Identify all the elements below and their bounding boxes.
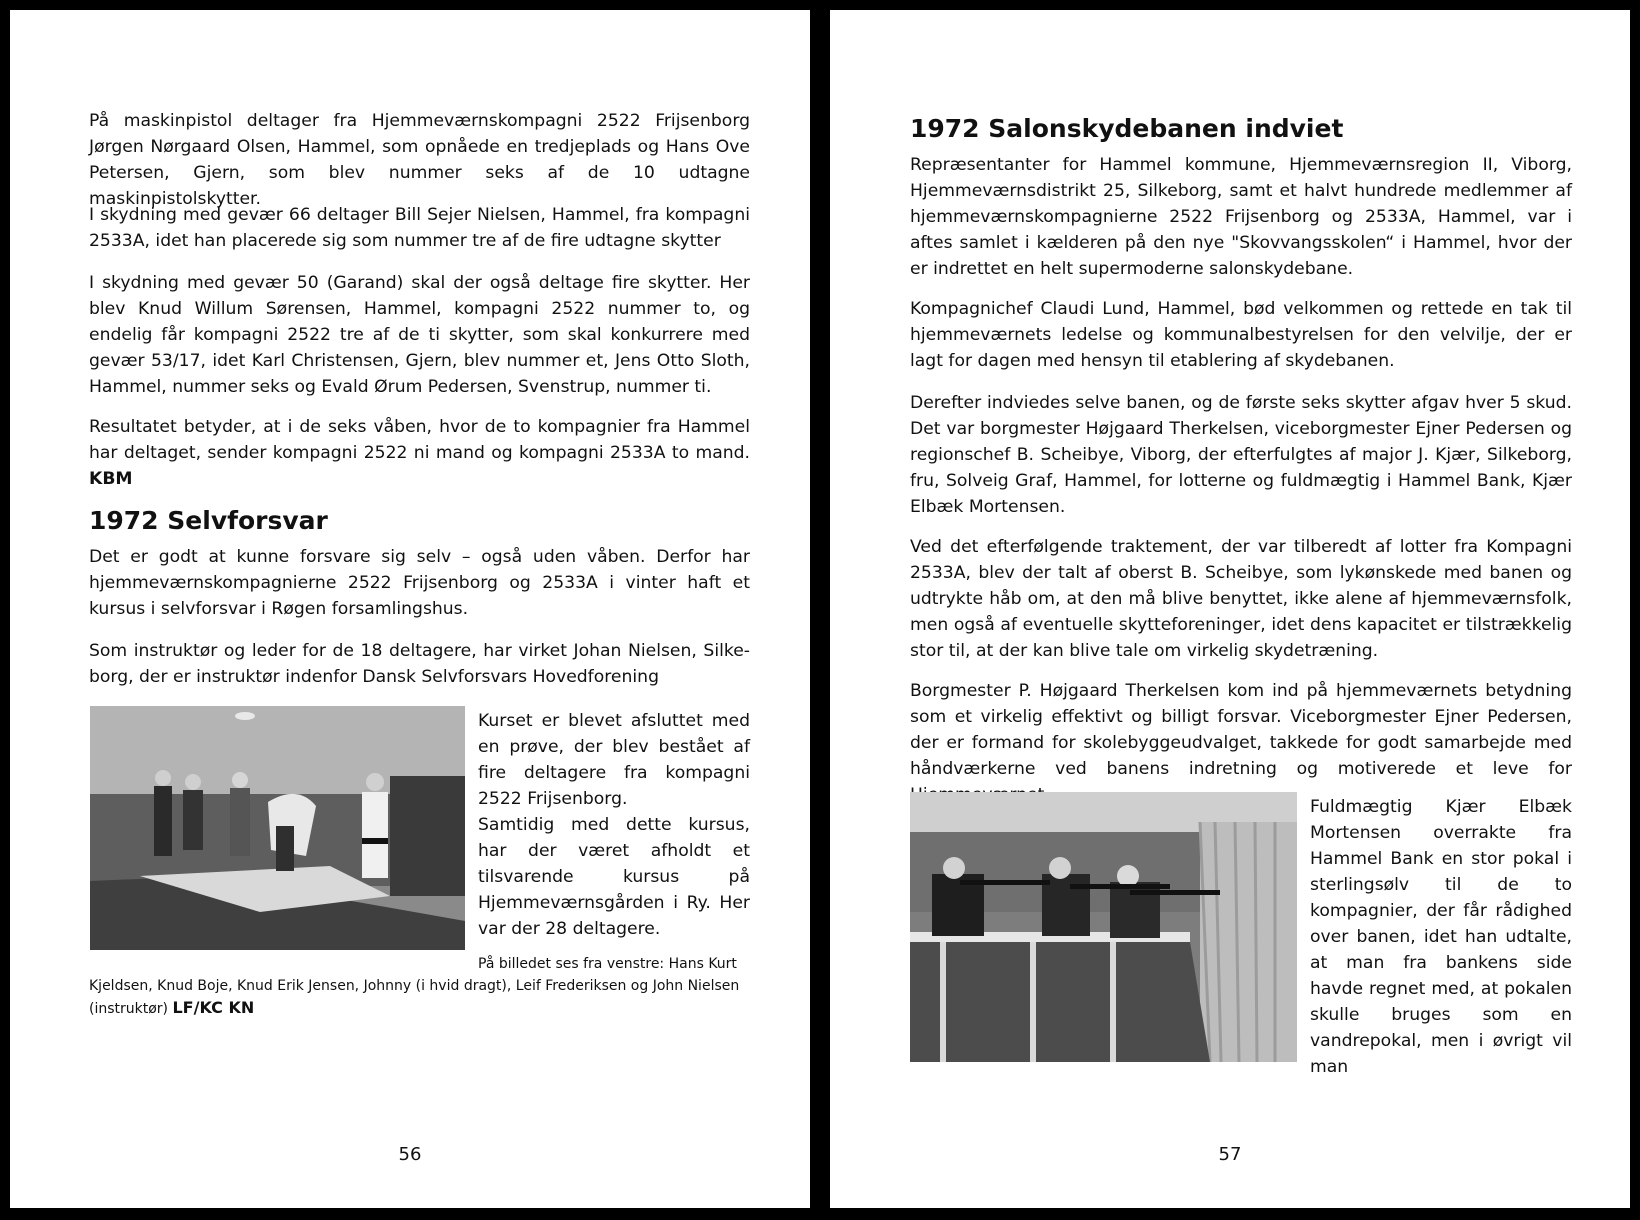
caption-signature: LF/KC KN: [172, 998, 255, 1017]
paragraph-mayor-speech: Borgmester P. Højgaard Therkelsen kom ind på hjemmeværnets betydning som et virkelig effektivt og billigt forsvar. Viceborgmester Ejner Pedersen, der er formand for skolebyggeudvalget, takkede for godt samarbejde med håndværkerne ved banens indretning og motiverede et leve for: [910, 681, 1572, 779]
paragraph-parallel-course: Samtidig med dette kursus, har der været afholdt et tilsvarende kursus på Hjemmeværnsgården i Ry. Her var der 28 deltagere.: [478, 815, 750, 939]
paragraph-reception: Ved det efterfølgende traktement, der var tilberedt af lotter fra Kompagni 2533A, blev der talt af oberst B. Scheibye, som lykønskede med banen og udtrykte håb om, at den må blive benyttet, ikke alene af hjemmeværnsfolk, men også af eventuelle skytteforeninger, idet dens kapacitet er tilstrækkelig stor til, at der kan blive tale om virkelig skydetræning.: [910, 537, 1572, 661]
paragraph-rifle-50: I skydning med gevær 50 (Garand) skal der også deltage fire skytter. Her blev Knud Willum Sørensen, Hammel, kompagni 2522 nummer to, og endelig får kompagni 2522 tre af de ti skytter, som skal konkurrere med gevær 53/17, idet Karl Christensen, Gjern, blev nummer et, Jens Otto Sloth, Hammel, nummer seks og Evald Ørum Pedersen, Svenstrup, nummer ti.: [89, 273, 750, 397]
page-number: 57: [1218, 1144, 1242, 1165]
paragraph-smg: På maskinpistol deltager fra Hjemmeværnskompagni 2522 Frijsenborg Jørgen Nørgaard Olsen, Hammel, som opnåede en tredjeplads og Hans Ove Petersen, Gjern, som blev nummer seks af de 10 udtagne maskinpistolskytter.: [89, 111, 750, 209]
paragraph-attendees: Repræsentanter for Hammel kommune, Hjemmeværnsregion II, Viborg, Hjemmeværnsdistrikt 25, Silkeborg, samt et halvt hundrede medlemmer af hjemmeværnskompagnierne 2522 Frijsenborg og 2533A, Hammel, var i aftes samlet i kælderen på den nye "Skovvangsskolen“ i Hammel, hvor der er indrettet en helt supermoderne salonskydebane.: [910, 155, 1572, 279]
paragraph-selvforsvar-intro: Det er godt at kunne forsvare sig selv – også uden våben. Derfor har hjemmeværnskompagnierne 2522 Frijsenborg og 2533A i vinter haft et kursus i selvforsvar i Røgen forsamlingshus.: [89, 547, 750, 619]
section-heading-selvforsvar: 1972 Selvforsvar: [89, 506, 328, 535]
self-defense-photo: [90, 706, 465, 950]
left-page: [10, 10, 810, 1208]
shooting-range-photo: [910, 792, 1297, 1062]
paragraph-instructor: Som instruktør og leder for de 18 deltagere, har virket Johan Nielsen, Silkeborg, der er instruktør indenfor Dansk Selvforsvars Hovedforening: [89, 641, 750, 687]
paragraph-course-ended: Kurset er blevet afsluttet med en prøve, der blev bestået af fire deltagere fra kompagni 2522 Frijsenborg.: [478, 711, 750, 809]
page-number: 56: [398, 1144, 422, 1165]
paragraph-trophy: Fuldmægtig Kjær Elbæk Mortensen overrakte fra Hammel Bank en stor pokal i sterlingsølv til de to kompagnier, der får rådighed over banen, idet han udtalte, at man fra bankens side havde regnet med, at pokalen skulle bruges som en vandrepokal, men i øvrigt vil man: [1310, 797, 1572, 1077]
photo-caption: [89, 975, 750, 1020]
paragraph-result: [89, 414, 750, 492]
paragraph-welcome: Kompagnichef Claudi Lund, Hammel, bød velkommen og rettede en tak til hjemmeværnets ledelse og kommunalbestyrelsen for den velvilje, der er lagt for dagen med hensyn til etablering af skydebanen.: [910, 299, 1572, 371]
right-page: [830, 10, 1630, 1208]
photo-caption-first-line: På billedet ses fra venstre: Hans Kurt: [478, 956, 737, 972]
paragraph-inauguration: Derefter indviedes selve banen, og de første seks skytter afgav hver 5 skud. Det var borgmester Højgaard Therkelsen, viceborgmester Ejner Pedersen og regionschef B. Scheibye, Viborg, der efterfulgtes af major J. Kjær, Silkeborg, fru, Solveig Graf, Hammel, for lotterne og fuldmægtig i Hammel Bank, Kjær Elbæk Mortensen.: [910, 393, 1572, 517]
paragraph-rifle-66: I skydning med gevær 66 deltager Bill Sejer Nielsen, Hammel, fra kompagni 2533A, idet han placerede sig som nummer tre af de fire udtagne skytter: [89, 205, 750, 251]
section-heading-salonskydebane: 1972 Salonskydebanen indviet: [910, 114, 1344, 143]
photo-caption-text: Kjeldsen, Knud Boje, Knud Erik Jensen, Johnny (i hvid dragt), Leif Frederiksen og John Nielsen (instruktør): [89, 978, 740, 1017]
author-signature: KBM: [89, 469, 133, 489]
result-text: Resultatet betyder, at i de seks våben, hvor de to kompagnier fra Hammel har deltaget, sender kompagni 2522 ni mand og kompagni 2533A to mand.: [89, 417, 750, 463]
